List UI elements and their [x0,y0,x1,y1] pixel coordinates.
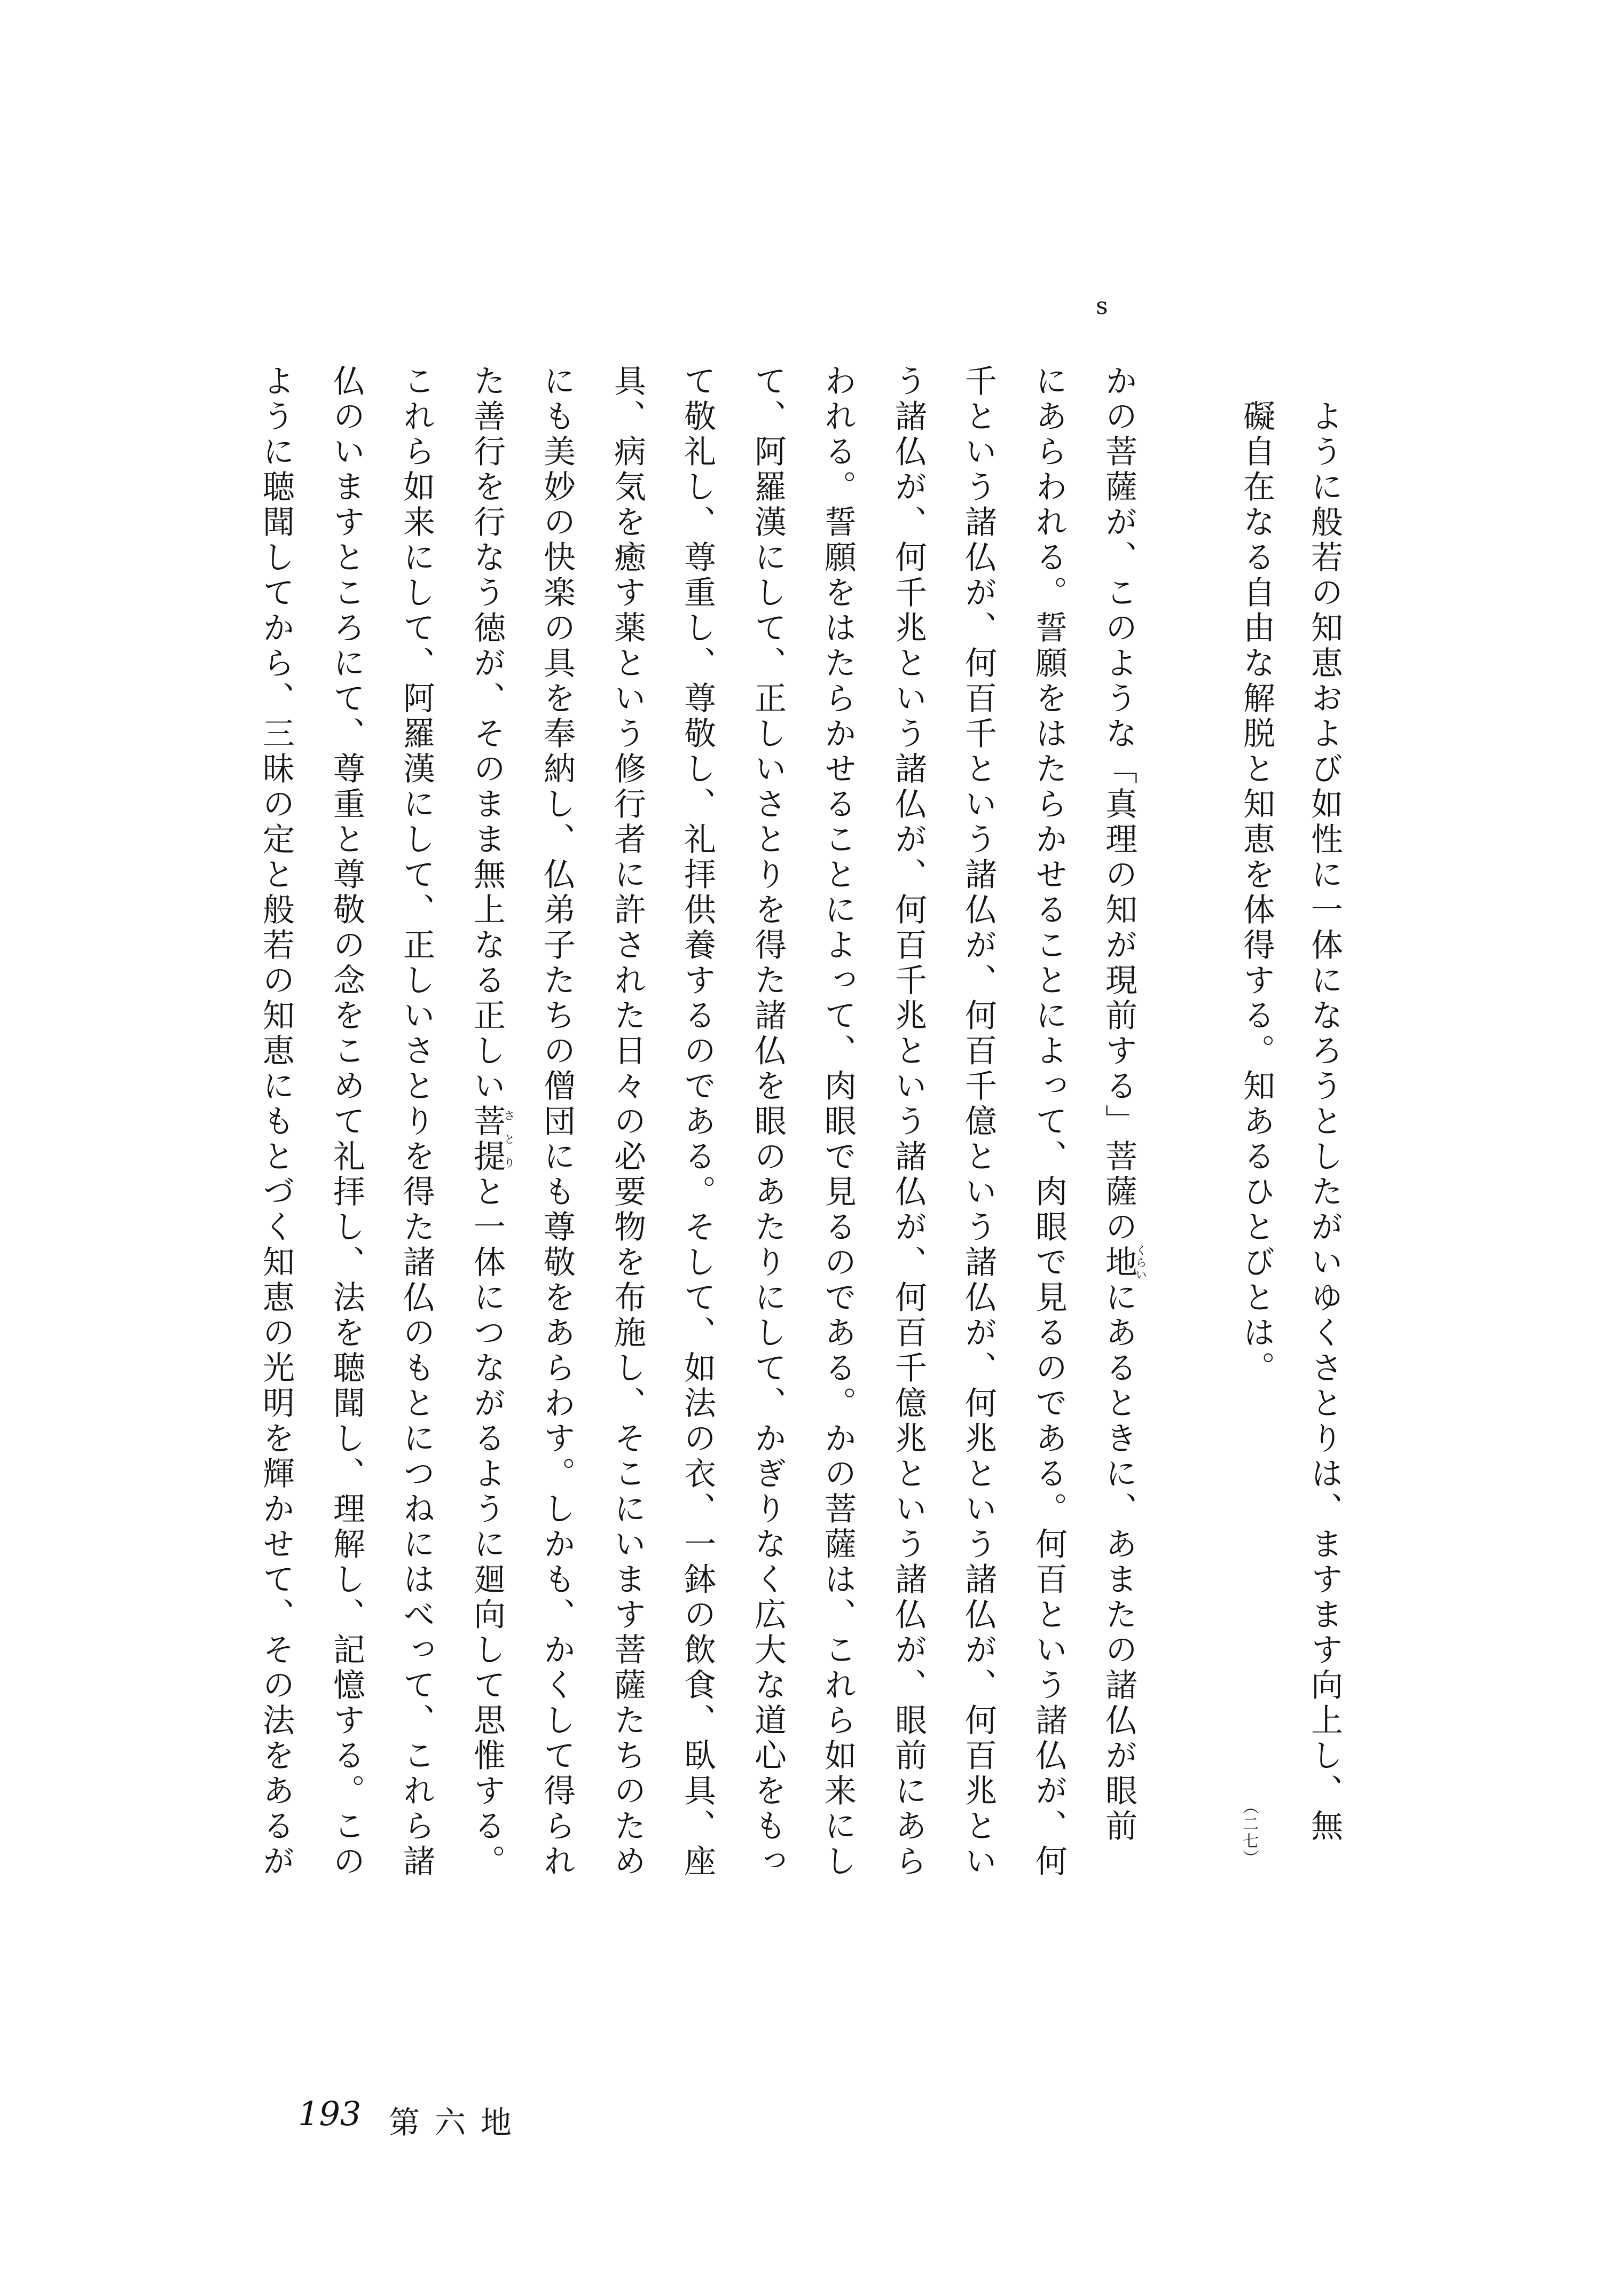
column-text: にも美妙の快楽の具を奉納し、仏弟子たちの僧団にも尊敬をあらわす。しかも、かくして得られ [539,364,575,1880]
ruby-base: 地 [1101,1244,1136,1281]
verse-column-1 [1307,399,1342,1916]
column-text: にあらわれる。誓願をはたらかせることによって、肉眼で見るのである。何百という諸仏が、何 [1031,364,1066,1880]
prose-column-8 [610,364,645,1923]
prose-column-6 [750,364,786,1923]
column-text: て敬礼し、尊重し、尊敬し、礼拝供養するのである。そして、如法の衣、一鉢の飲食、臥具、座 [680,364,715,1880]
column-text: 千という諸仏が、何百千という諸仏が、何百千億という諸仏が、何兆という諸仏が、何百兆とい [961,364,996,1880]
column-text: 礙自在なる自由な解脱と知恵を体得する。知あるひとびとは。 [1239,399,1274,1386]
column-text: ように般若の知恵および如性に一体になろうとしたがいゆくさとりは、ますます向上し、無 [1307,399,1342,1844]
column-text: かの菩薩が、このような「真理の知が現前する」菩薩の [1101,364,1136,1245]
chapter-title: 第六地 [389,2105,527,2140]
column-text: これら如来にして、阿羅漢にして、正しいさとりを得た諸仏のもとにつねにはべって、これら諸 [399,364,434,1880]
prose-column-10 [469,364,515,1923]
prose-column-3 [961,364,996,1923]
column-text: 具、病気を癒す薬という修行者に許された日々の必要物を布施し、そこにいます菩薩たちのため [610,364,645,1880]
column-text: ように聴聞してから、三昧の定と般若の知恵にもとづく知恵の光明を輝かせて、その法をあるが [258,364,294,1880]
verse-column-2 [1239,399,1274,1916]
prose-column-2 [1031,364,1066,1923]
prose-column-13 [258,364,294,1923]
prose-column-12 [329,364,364,1923]
page-number: 193 [298,2094,362,2133]
stray-ink-mark: s [1096,293,1108,320]
ruby-annotation [1101,1244,1147,1281]
column-text: にあるときに、あまたの諸仏が眼前 [1101,1280,1136,1844]
ruby-annotation [469,1104,515,1175]
ruby-base: 菩提 [469,1104,505,1175]
prose-column-7 [680,364,715,1923]
column-text: て、阿羅漢にして、正しいさとりを得た諸仏を眼のあたりにして、かぎりなく広大な道心をもっ [750,364,786,1880]
ruby-text: さとり [503,1104,515,1175]
verse-number: （二七） [1240,1798,1258,1867]
ruby-text: くらい [1134,1244,1147,1281]
prose-column-4 [891,364,926,1923]
column-text: う諸仏が、何千兆という諸仏が、何百千兆という諸仏が、何百千億兆という諸仏が、眼前にあら [891,364,926,1880]
prose-column-5 [820,364,856,1923]
prose-column-11 [399,364,434,1923]
prose-column-1 [1101,364,1147,1923]
column-text: 仏のいますところにて、尊重と尊敬の念をこめて礼拝し、法を聴聞し、理解し、記憶する。この [329,364,364,1880]
column-text: われる。誓願をはたらかせることによって、肉眼で見るのである。かの菩薩は、これら如来にし [820,364,856,1880]
column-text: た善行を行なう徳が、そのまま無上なる正しい [469,364,505,1104]
column-text: と一体につながるように廻向して思惟する。 [469,1175,505,1880]
prose-column-9 [539,364,575,1923]
